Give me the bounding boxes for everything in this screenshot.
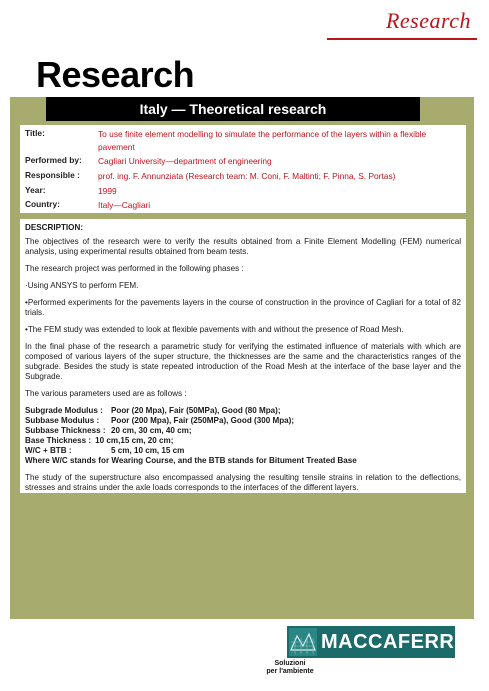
parameter-value: Poor (20 Mpa), Fair (50MPa), Good (80 Mpa); <box>111 406 281 415</box>
parameter-value: 5 cm, 10 cm, 15 cm <box>111 446 185 455</box>
info-value: prof. ing. F. Annunziata (Research team: M. Coni, F. Maltinti; F. Pinna, S. Portas) <box>98 171 396 181</box>
phase-item: •Performed experiments for the pavements layers in the course of construction in the province of Cagliari for a total of 82 trials. <box>25 298 461 317</box>
parameter-name: W/C + BTB : <box>25 446 72 455</box>
logo-tagline-line: Soluzioni <box>274 660 306 667</box>
maccaferri-logo-icon <box>289 628 317 656</box>
maccaferri-logo <box>287 626 461 658</box>
corner-section-tag: Research <box>385 8 471 33</box>
parameter-value: 20 cm, 30 cm, 40 cm; <box>111 426 192 435</box>
info-label: Year: <box>25 185 46 195</box>
phase-item: ·Using ANSYS to perform FEM. <box>25 281 139 290</box>
parameter-row <box>25 436 461 446</box>
logo-tagline-line: per l'ambiente <box>266 668 314 675</box>
section-banner: Italy — Theoretical research <box>46 97 420 121</box>
parameter-name: Subgrade Modulus : <box>25 406 103 415</box>
logo-tagline <box>258 660 322 676</box>
info-label: Title: <box>25 128 45 138</box>
parameter-row <box>25 446 461 456</box>
logo-wordmark: MACCAFERRI <box>321 631 461 653</box>
parameter-value: 10 cm,15 cm, 20 cm; <box>95 436 174 445</box>
info-label: Responsible : <box>25 170 80 180</box>
project-info-box <box>20 125 466 213</box>
description-paragraph: In the final phase of the research a parametric study for verifying the estimated influence of materials with which are composed of various layers of the super structure, the thicknesses are the same and the characteristics ranges of the subgrade. Besides the study is state repeated introduction of the Road Mesh at the interface of the base layer and the Subgrade. <box>25 342 461 381</box>
phase-list <box>25 281 461 335</box>
info-label: Country: <box>25 199 60 209</box>
info-value: To use finite element modelling to simulate the performance of the layers within a flexible pavement <box>98 129 427 152</box>
info-value: Cagliari University—department of engineering <box>98 156 272 166</box>
parameter-note: Where W/C stands for Wearing Course, and the BTB stands for Bitument Treated Base <box>25 456 357 465</box>
description-paragraph: The research project was performed in the following phases : <box>25 264 244 273</box>
info-label: Performed by: <box>25 155 82 165</box>
description-paragraph: The objectives of the research were to verify the results obtained from a Finite Element Modelling (FEM) numerical analysis, using experimental results obtained from beam tests. <box>25 237 461 256</box>
parameter-row <box>25 416 461 426</box>
parameter-name: Base Thickness : <box>25 436 92 445</box>
description-box <box>20 219 466 493</box>
description-paragraph: The various parameters used are as follows : <box>25 389 187 398</box>
description-paragraph: The study of the superstructure also encompassed analysing the resulting tensile strains in relation to the deflections, stresses and strains under the axle loads corresponds to the interfaces of the different layers. <box>25 473 461 492</box>
parameter-value: Poor (200 Mpa), Fair (250MPa), Good (300 Mpa); <box>111 416 295 425</box>
phase-item: •The FEM study was extended to look at flexible pavements with and without the presence of Road Mesh. <box>25 325 404 334</box>
info-value: Italy—Cagliari <box>98 200 151 210</box>
description-content <box>25 223 461 500</box>
parameter-name: Subbase Modulus : <box>25 416 100 425</box>
corner-underline <box>327 38 477 40</box>
parameter-name: Subbase Thickness : <box>25 426 106 435</box>
description-heading: DESCRIPTION: <box>25 223 84 232</box>
page-title: Research <box>36 54 195 95</box>
parameter-table <box>25 406 461 466</box>
info-value: 1999 <box>98 186 117 196</box>
parameter-row <box>25 426 461 436</box>
parameter-row <box>25 406 461 416</box>
